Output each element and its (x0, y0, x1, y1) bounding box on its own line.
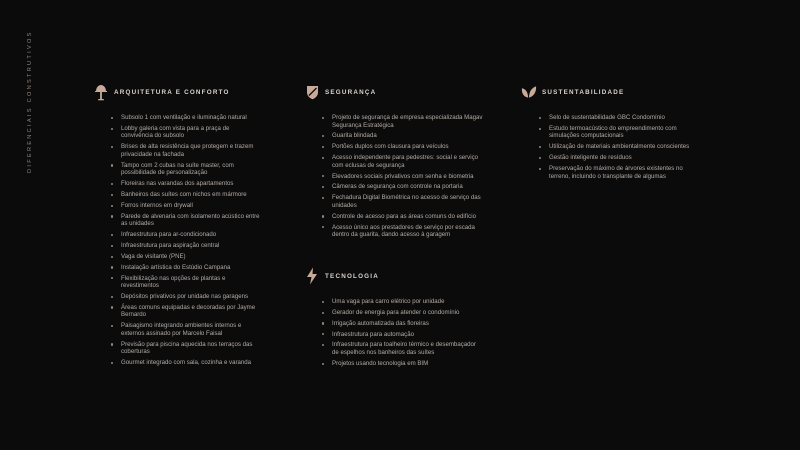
list-item: Áreas comuns equipadas e decoradas por Jayme Bernardo (111, 304, 261, 319)
section-seguranca (304, 83, 484, 242)
list-item: Gerador de energia para atender o condomínio (322, 309, 484, 317)
section-title: ARQUITETURA E CONFORTO (114, 88, 230, 96)
section-title: SUSTENTABILIDADE (542, 88, 625, 96)
list-item: Instalação artística do Estúdio Campana (111, 264, 261, 272)
section-title: SEGURANÇA (325, 88, 377, 96)
list-item: Portões duplos com clausura para veículos (322, 143, 484, 151)
section-tecnologia (304, 267, 484, 371)
list-item: Previsão para piscina aquecida nos terraços das coberturas (111, 341, 261, 356)
item-list (521, 114, 691, 180)
list-item: Fechadura Digital Biométrica no acesso de serviço das unidades (322, 194, 484, 209)
section-header (304, 267, 484, 285)
list-item: Estudo termoacústico do empreendimento com simulações computacionais (539, 125, 691, 140)
section-header (304, 83, 484, 101)
section-header (93, 83, 261, 101)
list-item: Tampo com 2 cubas na suíte master, com possibilidade de personalização (111, 162, 261, 177)
list-item: Banheiros das suítes com nichos em mármore (111, 191, 261, 199)
list-item: Infraestrutura para automação (322, 331, 484, 339)
section-title: TECNOLOGIA (325, 272, 379, 280)
list-item: Flexibilização nas opções de plantas e revestimentos (111, 275, 261, 290)
section-header (521, 83, 691, 101)
list-item: Acesso independente para pedestres: social e serviço com eclusas de segurança (322, 154, 484, 169)
leaf-icon (521, 83, 537, 101)
list-item: Depósitos privativos por unidade nas garagens (111, 293, 261, 301)
list-item: Infraestrutura para aspiração central (111, 242, 261, 250)
list-item: Elevadores sociais privativos com senha e biometria (322, 173, 484, 181)
list-item: Floreiras nas varandas dos apartamentos (111, 180, 261, 188)
list-item: Parede de alvenaria com isolamento acústico entre as unidades (111, 213, 261, 228)
item-list (304, 298, 484, 367)
list-item: Câmeras de segurança com controle na portaria (322, 183, 484, 191)
list-item: Uma vaga para carro elétrico por unidade (322, 298, 484, 306)
list-item: Paisagismo integrando ambientes internos e externos assinado por Marcelo Faisal (111, 322, 261, 337)
list-item: Controle de acesso para as áreas comuns do edifício (322, 213, 484, 221)
list-item: Preservação do máximo de árvores existentes no terreno, incluindo o transplante de algumas (539, 165, 691, 180)
list-item: Lobby galeria com vista para a praça de convivência do subsolo (111, 125, 261, 140)
list-item: Projeto de segurança de empresa especializada Magav Segurança Estratégica (322, 114, 484, 129)
section-arquitetura (93, 83, 261, 370)
lightning-icon (304, 267, 320, 285)
list-item: Irrigação automatizada das floreiras (322, 320, 484, 328)
list-item: Forros internos em drywall (111, 202, 261, 210)
list-item: Projetos usando tecnologia em BIM (322, 360, 484, 368)
shield-icon (304, 83, 320, 101)
list-item: Gestão inteligente de resíduos (539, 154, 691, 162)
list-item: Infraestrutura para toalheiro térmico e desembaçador de espelhos nos banheiros das suítes (322, 341, 484, 356)
section-sustentabilidade (521, 83, 691, 183)
lamp-icon (93, 83, 109, 101)
item-list (304, 114, 484, 239)
list-item: Vaga de visitante (PNE) (111, 253, 261, 261)
list-item: Infraestrutura para ar-condicionado (111, 231, 261, 239)
side-label: DIFERENCIAIS CONSTRUTIVOS (27, 30, 33, 173)
list-item: Brises de alta resistência que protegem e trazem privacidade na fachada (111, 143, 261, 158)
list-item: Subsolo 1 com ventilação e iluminação natural (111, 114, 261, 122)
list-item: Selo de sustentabilidade GBC Condomínio (539, 114, 691, 122)
list-item: Gourmet integrado com sala, cozinha e varanda (111, 359, 261, 367)
list-item: Utilização de materiais ambientalmente conscientes (539, 143, 691, 151)
list-item: Guarita blindada (322, 132, 484, 140)
item-list (93, 114, 261, 367)
list-item: Acesso único aos prestadores de serviço por escada dentro da guarita, dando acesso à garagem (322, 224, 484, 239)
